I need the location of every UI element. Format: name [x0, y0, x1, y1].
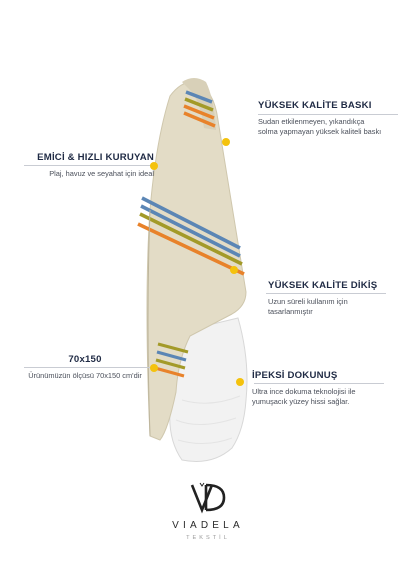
- feature-emici-desc-line1: Plaj, havuz ve seyahat için ideal: [49, 169, 154, 178]
- brand-subtitle: TEKSTİL: [186, 535, 230, 541]
- ipeksi-dot: [236, 378, 244, 386]
- feature-dikis-desc: [268, 297, 377, 317]
- feature-ipeksi-desc-line1: Ultra ince dokuma teknolojisi ile: [252, 387, 356, 396]
- feature-ipeksi: [252, 370, 356, 407]
- feature-dikis-desc-line1: Uzun süreli kullanım için: [268, 297, 348, 306]
- feature-emici-title: EMİCİ & HIZLI KURUYAN: [37, 152, 154, 163]
- feature-emici: [18, 152, 154, 179]
- feature-baski: [258, 100, 381, 137]
- feature-dikis-title: YÜKSEK KALİTE DİKİŞ: [268, 280, 378, 291]
- feature-dikis: [268, 280, 377, 317]
- feature-baski-title: YÜKSEK KALİTE BASKI: [258, 100, 372, 111]
- feature-emici-desc: [18, 169, 154, 179]
- vd-monogram-icon: [188, 482, 228, 514]
- dikis-dot: [230, 266, 238, 274]
- brand-name: VIADELA: [172, 520, 244, 531]
- feature-dikis-desc-line2: tasarlanmıştır: [268, 307, 313, 316]
- feature-olcu-title: 70x150: [68, 354, 102, 365]
- feature-baski-desc-line1: Sudan etkilenmeyen, yıkandıkça: [258, 117, 365, 126]
- feature-olcu-desc: [12, 371, 158, 381]
- feature-ipeksi-desc: [252, 387, 356, 407]
- feature-olcu: [12, 354, 158, 381]
- feature-olcu-desc-line1: Ürünümüzün ölçüsü 70x150 cm'dir: [28, 371, 142, 380]
- feature-baski-desc-line2: solma yapmayan yüksek kaliteli baskı: [258, 127, 382, 136]
- feature-ipeksi-title: İPEKSİ DOKUNUŞ: [252, 370, 338, 381]
- baski-dot: [222, 138, 230, 146]
- feature-ipeksi-desc-line2: yumuşacık yüzey hissi sağlar.: [252, 397, 350, 406]
- feature-baski-desc: [258, 117, 381, 137]
